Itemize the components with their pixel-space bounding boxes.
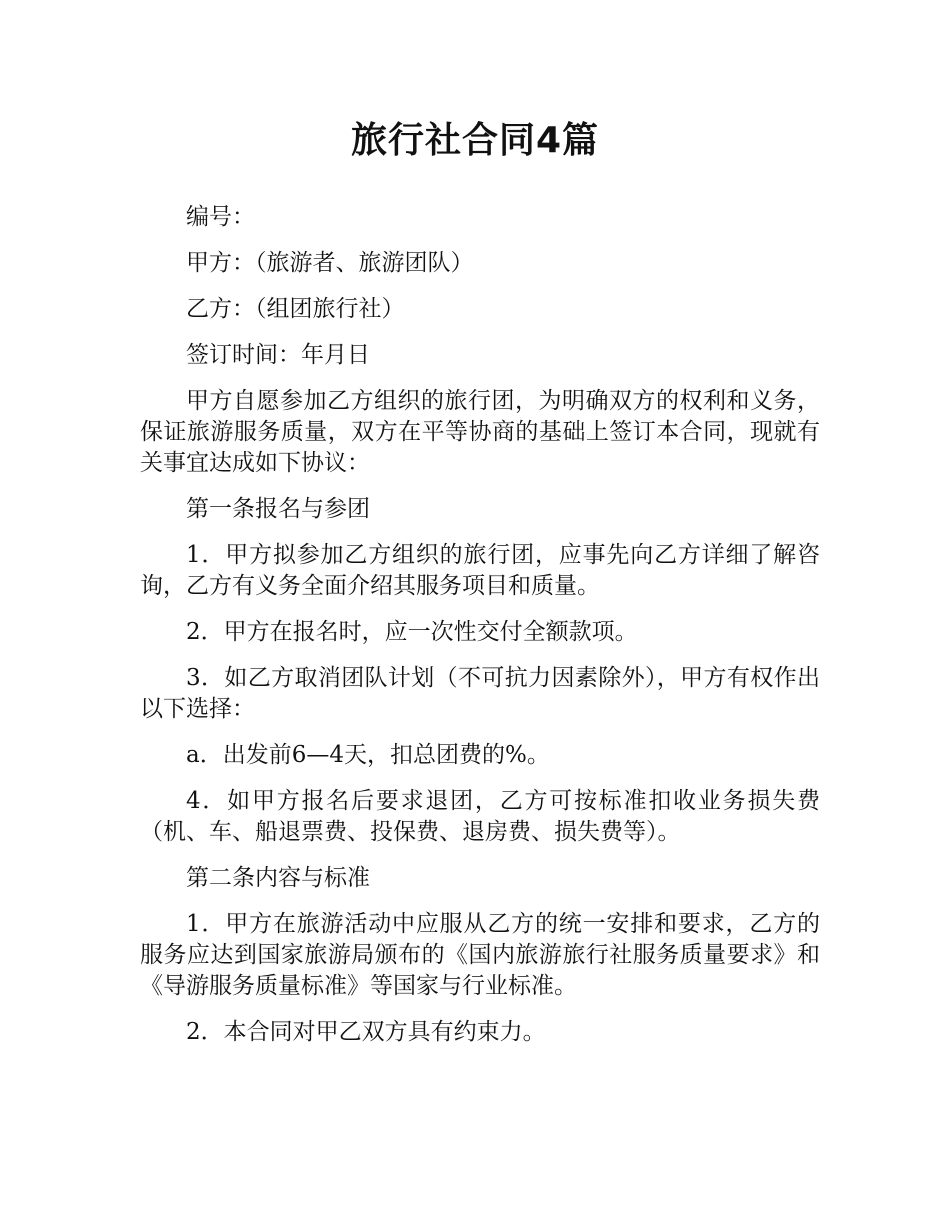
document-title: 旅行社合同4篇 xyxy=(350,120,600,161)
article-2-heading: 第二条内容与标准 xyxy=(186,865,370,891)
article-1-clause-4: 4．如甲方报名后要求退团，乙方可按标准扣收业务损失费（机、车、船退票费、投保费、退房费、损失费等）。 xyxy=(140,788,820,845)
article-2-clause-1: 1．甲方在旅游活动中应服从乙方的统一安排和要求，乙方的服务应达到国家旅游局颁布的《国内旅游旅行社服务质量要求》和《导游服务质量标准》等国家与行业标准。 xyxy=(140,911,820,999)
article-1-clause-3a: a．出发前6—4天，扣总团费的%。 xyxy=(186,742,550,768)
article-1-clause-1: 1．甲方拟参加乙方组织的旅行团，应事先向乙方详细了解咨询，乙方有义务全面介绍其服务项目和质量。 xyxy=(140,542,820,599)
serial-number-line: 编号： xyxy=(186,204,255,230)
article-2-clause-2: 2．本合同对甲乙双方具有约束力。 xyxy=(186,1019,546,1045)
party-a-line: 甲方：（旅游者、旅游团队） xyxy=(186,250,474,276)
article-1-heading: 第一条报名与参团 xyxy=(186,496,370,522)
party-b-line: 乙方：（组团旅行社） xyxy=(186,296,405,322)
document-body xyxy=(140,202,820,1063)
article-1-clause-3: 3．如乙方取消团队计划（不可抗力因素除外），甲方有权作出以下选择： xyxy=(140,665,820,722)
article-1-clause-2: 2．甲方在报名时，应一次性交付全额款项。 xyxy=(186,619,638,645)
signing-date-line: 签订时间：年月日 xyxy=(186,342,370,368)
preamble-paragraph: 甲方自愿参加乙方组织的旅行团，为明确双方的权利和义务，保证旅游服务质量，双方在平等协商的基础上签订本合同，现就有关事宜达成如下协议： xyxy=(140,388,820,476)
